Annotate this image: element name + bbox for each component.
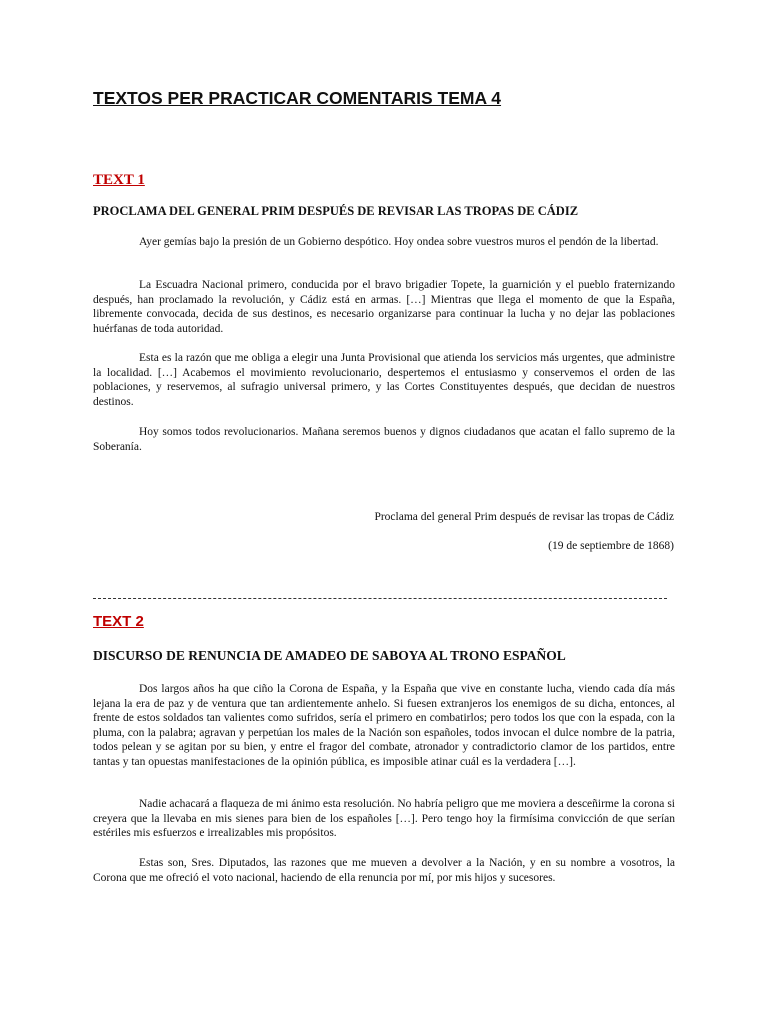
text-1-label: TEXT 1 [93,172,145,188]
text-2-label: TEXT 2 [93,613,144,630]
text-1-date: (19 de septiembre de 1868) [548,540,674,552]
text-2-heading: DISCURSO DE RENUNCIA DE AMADEO DE SABOYA AL TRONO ESPAÑOL [93,648,566,663]
text-1-heading: PROCLAMA DEL GENERAL PRIM DESPUÉS DE REVISAR LAS TROPAS DE CÁDIZ [93,204,579,218]
text-2-paragraph-2: Nadie achacará a flaqueza de mi ánimo esta resolución. No habría peligro que me moviera a desceñirme la corona si creyera que la llevaba en mis sienes para bien de los españoles […]. Pero tengo hoy la firmísima convicción de que serían estériles mis esfuerzos e irrealizables mis propósitos. [93,798,675,840]
document-title: TEXTOS PER PRACTICAR COMENTARIS TEMA 4 [93,88,502,108]
text-1-paragraph-4: Hoy somos todos revolucionarios. Mañana seremos buenos y dignos ciudadanos que acatan el fallo supremo de la Soberanía. [93,426,675,453]
text-1-source: Proclama del general Prim después de revisar las tropas de Cádiz [374,511,674,523]
section-separator [93,598,667,599]
text-1-paragraph-2: La Escuadra Nacional primero, conducida por el bravo brigadier Topete, la guarnición y el pueblo fraternizando después, han proclamado la revolución, y Cádiz está en armas. […] Mientras que llega el momento de que la España, libremente convocada, decida de sus destinos, es necesario organizarse para continuar la lucha y no dejar las poblaciones huérfanas de toda autoridad. [93,279,675,335]
text-1-paragraph-1: Ayer gemías bajo la presión de un Gobierno despótico. Hoy ondea sobre vuestros muros el pendón de la libertad. [139,236,659,248]
text-2-paragraph-1: Dos largos años ha que ciño la Corona de España, y la España que vive en constante lucha, viendo cada día más lejana la era de paz y de ventura que tan ardientemente anhelo. Si fuesen extranjeros los enemigos de su dicha, entonces, al frente de estos soldados tan valientes como sufridos, sería el primero en combatirlos; pero todos los que con la espada, con la pluma, con la palabra; agravan y perpetúan los males de la Nación son españoles, todos invocan el dulce nombre de la patria, todos pelean y se agitan por su bien, y entre el fragor del combate, atronador y contradictorio clamor de los partidos, entre tantas y tan opuestas manifestaciones de la opinión pública, es imposible atinar cuál es la verdadera […]. [93,683,675,768]
text-2-paragraph-3: Estas son, Sres. Diputados, las razones que me mueven a devolver a la Nación, y en su nombre a vosotros, la Corona que me ofreció el voto nacional, haciendo de ella renuncia por mí, por mis hijos y sucesores. [93,857,675,884]
text-1-paragraph-3: Esta es la razón que me obliga a elegir una Junta Provisional que atienda los servicios más urgentes, que administre la localidad. […] Acabemos el movimiento revolucionario, despertemos el entusiasmo y conservemos el orden de las poblaciones, y reservemos, al sufragio universal primero, y las Cortes Constituyentes después, que decidan de nuestros destinos. [93,352,675,408]
